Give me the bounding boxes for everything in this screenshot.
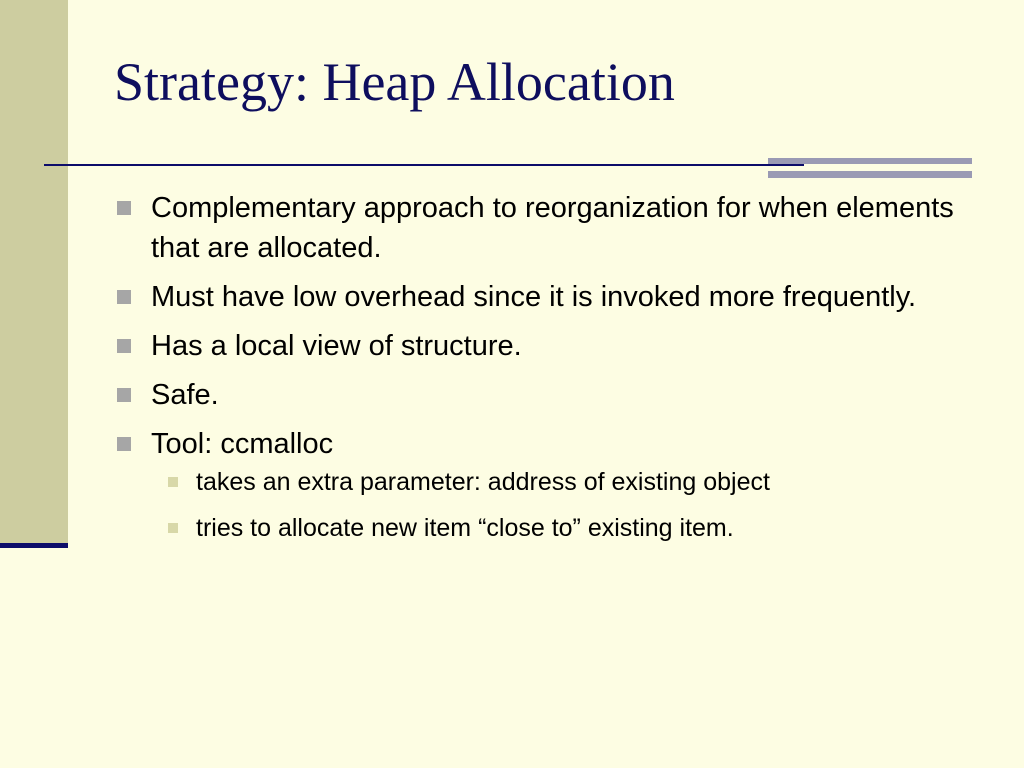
small-square-bullet-icon: [168, 477, 178, 487]
title-rule: [44, 164, 804, 166]
sub-bullet-text: tries to allocate new item “close to” existing item.: [196, 514, 734, 542]
sub-bullet-item: [151, 465, 974, 499]
title-rule-accent: [768, 158, 972, 178]
square-bullet-icon: [117, 290, 131, 304]
bullet-text: Complementary approach to reorganization for when elements that are allocated.: [151, 192, 954, 264]
sub-bullet-list: [151, 465, 974, 545]
bullet-item: [114, 424, 974, 545]
bullet-item: [114, 326, 974, 366]
sub-bullet-item: [151, 511, 974, 545]
square-bullet-icon: [117, 437, 131, 451]
bullet-text: Has a local view of structure.: [151, 330, 522, 362]
small-square-bullet-icon: [168, 523, 178, 533]
bullet-item: [114, 375, 974, 415]
sub-bullet-text: takes an extra parameter: address of existing object: [196, 468, 770, 496]
square-bullet-icon: [117, 201, 131, 215]
slide-title: Strategy: Heap Allocation: [114, 52, 675, 112]
bullet-item: [114, 277, 974, 317]
bullet-text: Must have low overhead since it is invoked more frequently.: [151, 281, 917, 313]
side-band-underline: [0, 543, 68, 548]
bullet-list: [114, 188, 974, 557]
bullet-text: Tool: ccmalloc: [151, 428, 334, 460]
bullet-text: Safe.: [151, 379, 219, 411]
square-bullet-icon: [117, 388, 131, 402]
square-bullet-icon: [117, 339, 131, 353]
bullet-item: [114, 188, 974, 268]
side-band: [0, 0, 68, 545]
